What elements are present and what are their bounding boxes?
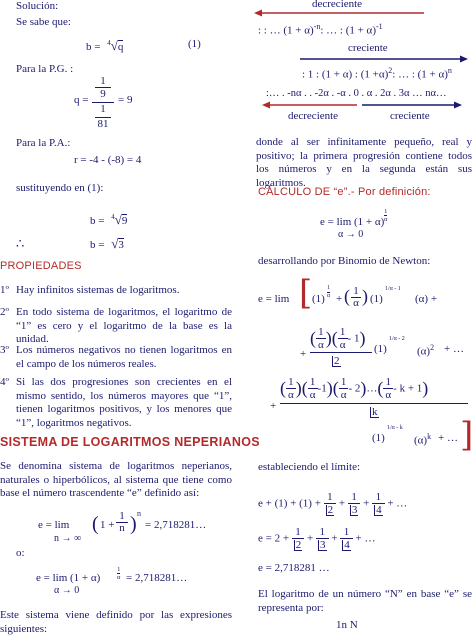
seq1-start: : : … (1 + α) (258, 24, 314, 37)
row4-alpha-base: (α) (414, 434, 428, 447)
row4-alpha (414, 432, 431, 447)
prop1-number: 1º (0, 284, 9, 296)
row3-term-a: -1 (317, 382, 327, 395)
seq1-mid: : … : (1 + α) (320, 24, 376, 37)
series2-fact1: 2 (295, 539, 302, 551)
seq2-exp2: n (447, 66, 452, 75)
se-sabe-text: Se sabe que: (16, 16, 71, 28)
e1-exponent: n (137, 509, 141, 518)
estableciendo-text: estableciendo el límite: (258, 461, 361, 473)
prop4-text: Si las dos progresiones son crecientes en el mismo sentido, los números mayores que “1”, tienen logaritmos positivos, y los menores que “1”, logaritmos negativos. (16, 376, 232, 429)
row3-term-c: - k + 1 (393, 382, 423, 395)
seq2-exp: 2 (388, 66, 393, 75)
decreasing-arrow-bottom-icon (262, 101, 357, 109)
e1-value: = 2,718281… (145, 519, 207, 531)
series2-start: e = 2 + (258, 532, 290, 545)
seq1-exp2: -1 (375, 22, 383, 31)
sequence-2 (302, 66, 452, 81)
series1-fact2: 3 (351, 504, 358, 516)
row2-tail: + … (444, 343, 464, 355)
logaritmo-text: El logaritmo de un número “N” en base “e” se representa por: (258, 588, 472, 614)
right-column (240, 0, 474, 634)
e1-one-plus: 1 + (100, 519, 115, 531)
o-text: o: (16, 547, 25, 559)
sub1-radicand: 9 (121, 215, 128, 227)
pg-result: = 9 (118, 94, 133, 106)
row2-fact-value: 2 (334, 355, 340, 367)
decreciente-top-label: decreciente (312, 0, 363, 10)
pg-label: Para la P.G. : (16, 63, 74, 75)
pg-num-num: 1 (100, 75, 106, 87)
creciente-bottom-label: creciente (390, 110, 430, 122)
ln-notation: 1n N (336, 619, 358, 631)
series1-fact1: 2 (327, 504, 334, 516)
bin-lhs: e = lim (258, 293, 290, 305)
prop4-number: 4º (0, 376, 9, 388)
e2-value: = 2,718281… (126, 572, 188, 584)
sub1-lhs: b = (90, 215, 105, 227)
pg-den-den: 81 (95, 117, 111, 130)
open-bracket-icon: [ (299, 273, 313, 313)
row3-numerator: ( $\frac{1}{\alpha}$ )( $\frac{1}{\alpha}$ -1)( $\frac{1}{\alpha}$ - 2)…( $\frac{1}{\alpha}$ - k + 1) (280, 376, 429, 401)
pa-equation: r = -4 - (-8) = 4 (74, 154, 142, 166)
e2-exponent: 1 α (117, 566, 121, 581)
binomio-text: desarrollando por Binomio de Newton: (258, 255, 431, 267)
term2-plus: + (336, 293, 343, 305)
prop2-text: En todo sistema de logaritmos, el logaritmo de “1” es cero y el logaritmo de la base es la unidad. (16, 306, 232, 345)
row3-fact-value: k (372, 406, 378, 418)
series1-tail: + … (387, 497, 408, 510)
row3-dots: … (366, 382, 378, 395)
term2-exp: 1/α - 1 (385, 286, 401, 292)
term1-base: (1) (312, 293, 325, 305)
increasing-arrow-bottom-icon (362, 101, 462, 109)
e1-frac-num: 1 (116, 511, 128, 523)
sub-equation-2: b = √3 (90, 236, 124, 251)
row2-exp: 1/α - 2 (389, 336, 405, 342)
term2-open-paren: ( (344, 286, 350, 306)
row3-plus: + (270, 400, 277, 412)
propiedades-heading: PROPIEDADES (0, 260, 82, 272)
equation-1: b = $^4$√q (86, 38, 124, 53)
equation-1-tag: (1) (188, 38, 201, 50)
term2-alpha: (α) + (415, 293, 438, 305)
row4-exp: 1/α - k (387, 425, 403, 431)
seq2-tail: : … : (1 + α) (392, 68, 448, 81)
term2-num: 1 (351, 286, 361, 298)
sub1-index: 4 (111, 213, 115, 222)
creciente-top-label: creciente (348, 42, 388, 54)
row2-minus1: - 1 (347, 332, 360, 345)
sub2-radicand: 3 (118, 239, 124, 251)
seq1-exp1: -n (313, 22, 321, 31)
e1-lhs: e = lim (38, 519, 70, 531)
row2-numerator: ( $\frac{1}{\alpha}$ )( $\frac{1}{\alpha}$ - 1) (310, 326, 366, 351)
eq1-lhs: b = (86, 41, 101, 53)
sequence-3: :… . -nα . . -2α . -α . 0 . α . 2α . 3α … nα… (266, 88, 447, 99)
row2-alpha-base: (α) (417, 345, 431, 358)
sub-equation-1: b = $^4$√9 (90, 212, 128, 227)
eq1-radicand: q (117, 41, 124, 53)
pg-den-num: 1 (92, 102, 114, 115)
pa-label: Para la P.A.: (16, 137, 71, 149)
e1-limit: n → ∞ (54, 533, 82, 544)
row2-pow: (1) (374, 343, 387, 355)
close-bracket-icon: ] (460, 415, 474, 455)
sistema-text: Se denomina sistema de logaritmos neperianos, naturales o hiperbólicos, al sistema que tiene como base el número trascendente “e” definido así: (0, 460, 232, 499)
row2-plus: + (300, 348, 307, 360)
series1-fact3: 4 (376, 504, 382, 516)
e2-lhs: e = lim (1 + α) (36, 572, 101, 584)
prop3-number: 3º (0, 344, 9, 356)
term2-pow: (1) (370, 293, 383, 305)
term1-exp: 1 α (327, 285, 331, 299)
prop1-text: Hay infinitos sistemas de logaritmos. (16, 284, 180, 296)
term2-den: α (353, 297, 359, 309)
term2-close-paren: ) (362, 286, 368, 306)
row2-alpha (417, 343, 434, 358)
pg-q-lhs: q = (74, 94, 89, 106)
e1-fraction (116, 511, 128, 534)
series1-start: e + (1) + (1) + (258, 497, 321, 510)
prop2-number: 2º (0, 306, 9, 318)
lim-subscript: α → 0 (338, 229, 364, 240)
eq1-root-index: 4 (107, 39, 111, 48)
sequence-1 (258, 22, 383, 37)
therefore-symbol: ∴ (16, 236, 25, 251)
row4-pow: (1) (372, 432, 385, 444)
row4-tail: + … (438, 432, 458, 444)
sistema-heading: SISTEMA DE LOGARITMOS NEPERIANOS (0, 435, 260, 449)
series2-fact2: 3 (320, 539, 326, 551)
series2-tail: + … (355, 532, 376, 545)
sustituyendo-text: sustituyendo en (1): (16, 182, 104, 194)
calculo-heading: CÁLCULO DE “e”.- Por definición: (258, 186, 431, 198)
e1-frac-den: n (119, 522, 125, 534)
lim-equation: e = lim (1 + α) (320, 216, 385, 228)
e1-open-paren: ( (92, 513, 99, 535)
seq2-start: : 1 : (1 + α) : (1 +α) (302, 68, 389, 81)
e1-close-paren: ) (130, 513, 137, 535)
e2-limit: α → 0 (54, 585, 80, 596)
row4-alpha-exp: k (427, 432, 432, 441)
e-value: e = 2,718281 … (258, 562, 330, 574)
row3-factorial (370, 406, 379, 418)
series-2: e = 2 + $\frac{1}{2}$ + $\frac{1}{3}$ + $\frac{1}{4}$ + … (258, 526, 376, 551)
term2-fraction (351, 286, 361, 309)
sub2-lhs: b = (90, 239, 105, 251)
row3-fraction-bar (280, 403, 468, 404)
row2-alpha-exp: 2 (430, 343, 435, 352)
prop3-text: Los números negativos no tienen logaritmos en el campo de los números reales. (16, 344, 232, 370)
series-1: e + (1) + (1) + $\frac{1}{2}$ + $\frac{1}{3}$ + $\frac{1}{4}$ + … (258, 491, 408, 516)
series2-fact3: 4 (344, 539, 350, 551)
pg-num-den: 9 (95, 87, 111, 100)
donde-text: donde al ser infinitamente pequeño, real y positivo; la primera progresión contiene todos los números y en la segunda están sus logaritmos. (256, 136, 472, 189)
increasing-arrow-top-icon (300, 55, 468, 63)
pg-fraction (92, 75, 114, 130)
row3-term-b: - 2 (348, 382, 361, 395)
solucion-label: Solución: (16, 0, 59, 12)
lim-exponent: 1 α (384, 208, 388, 223)
row2-fraction-bar (310, 352, 372, 353)
row2-factorial (332, 355, 341, 367)
decreasing-arrow-top-icon (254, 9, 424, 17)
decreciente-bottom-label: decreciente (288, 110, 339, 122)
este-sistema-text: Este sistema viene definido por las expresiones siguientes: (0, 609, 232, 635)
